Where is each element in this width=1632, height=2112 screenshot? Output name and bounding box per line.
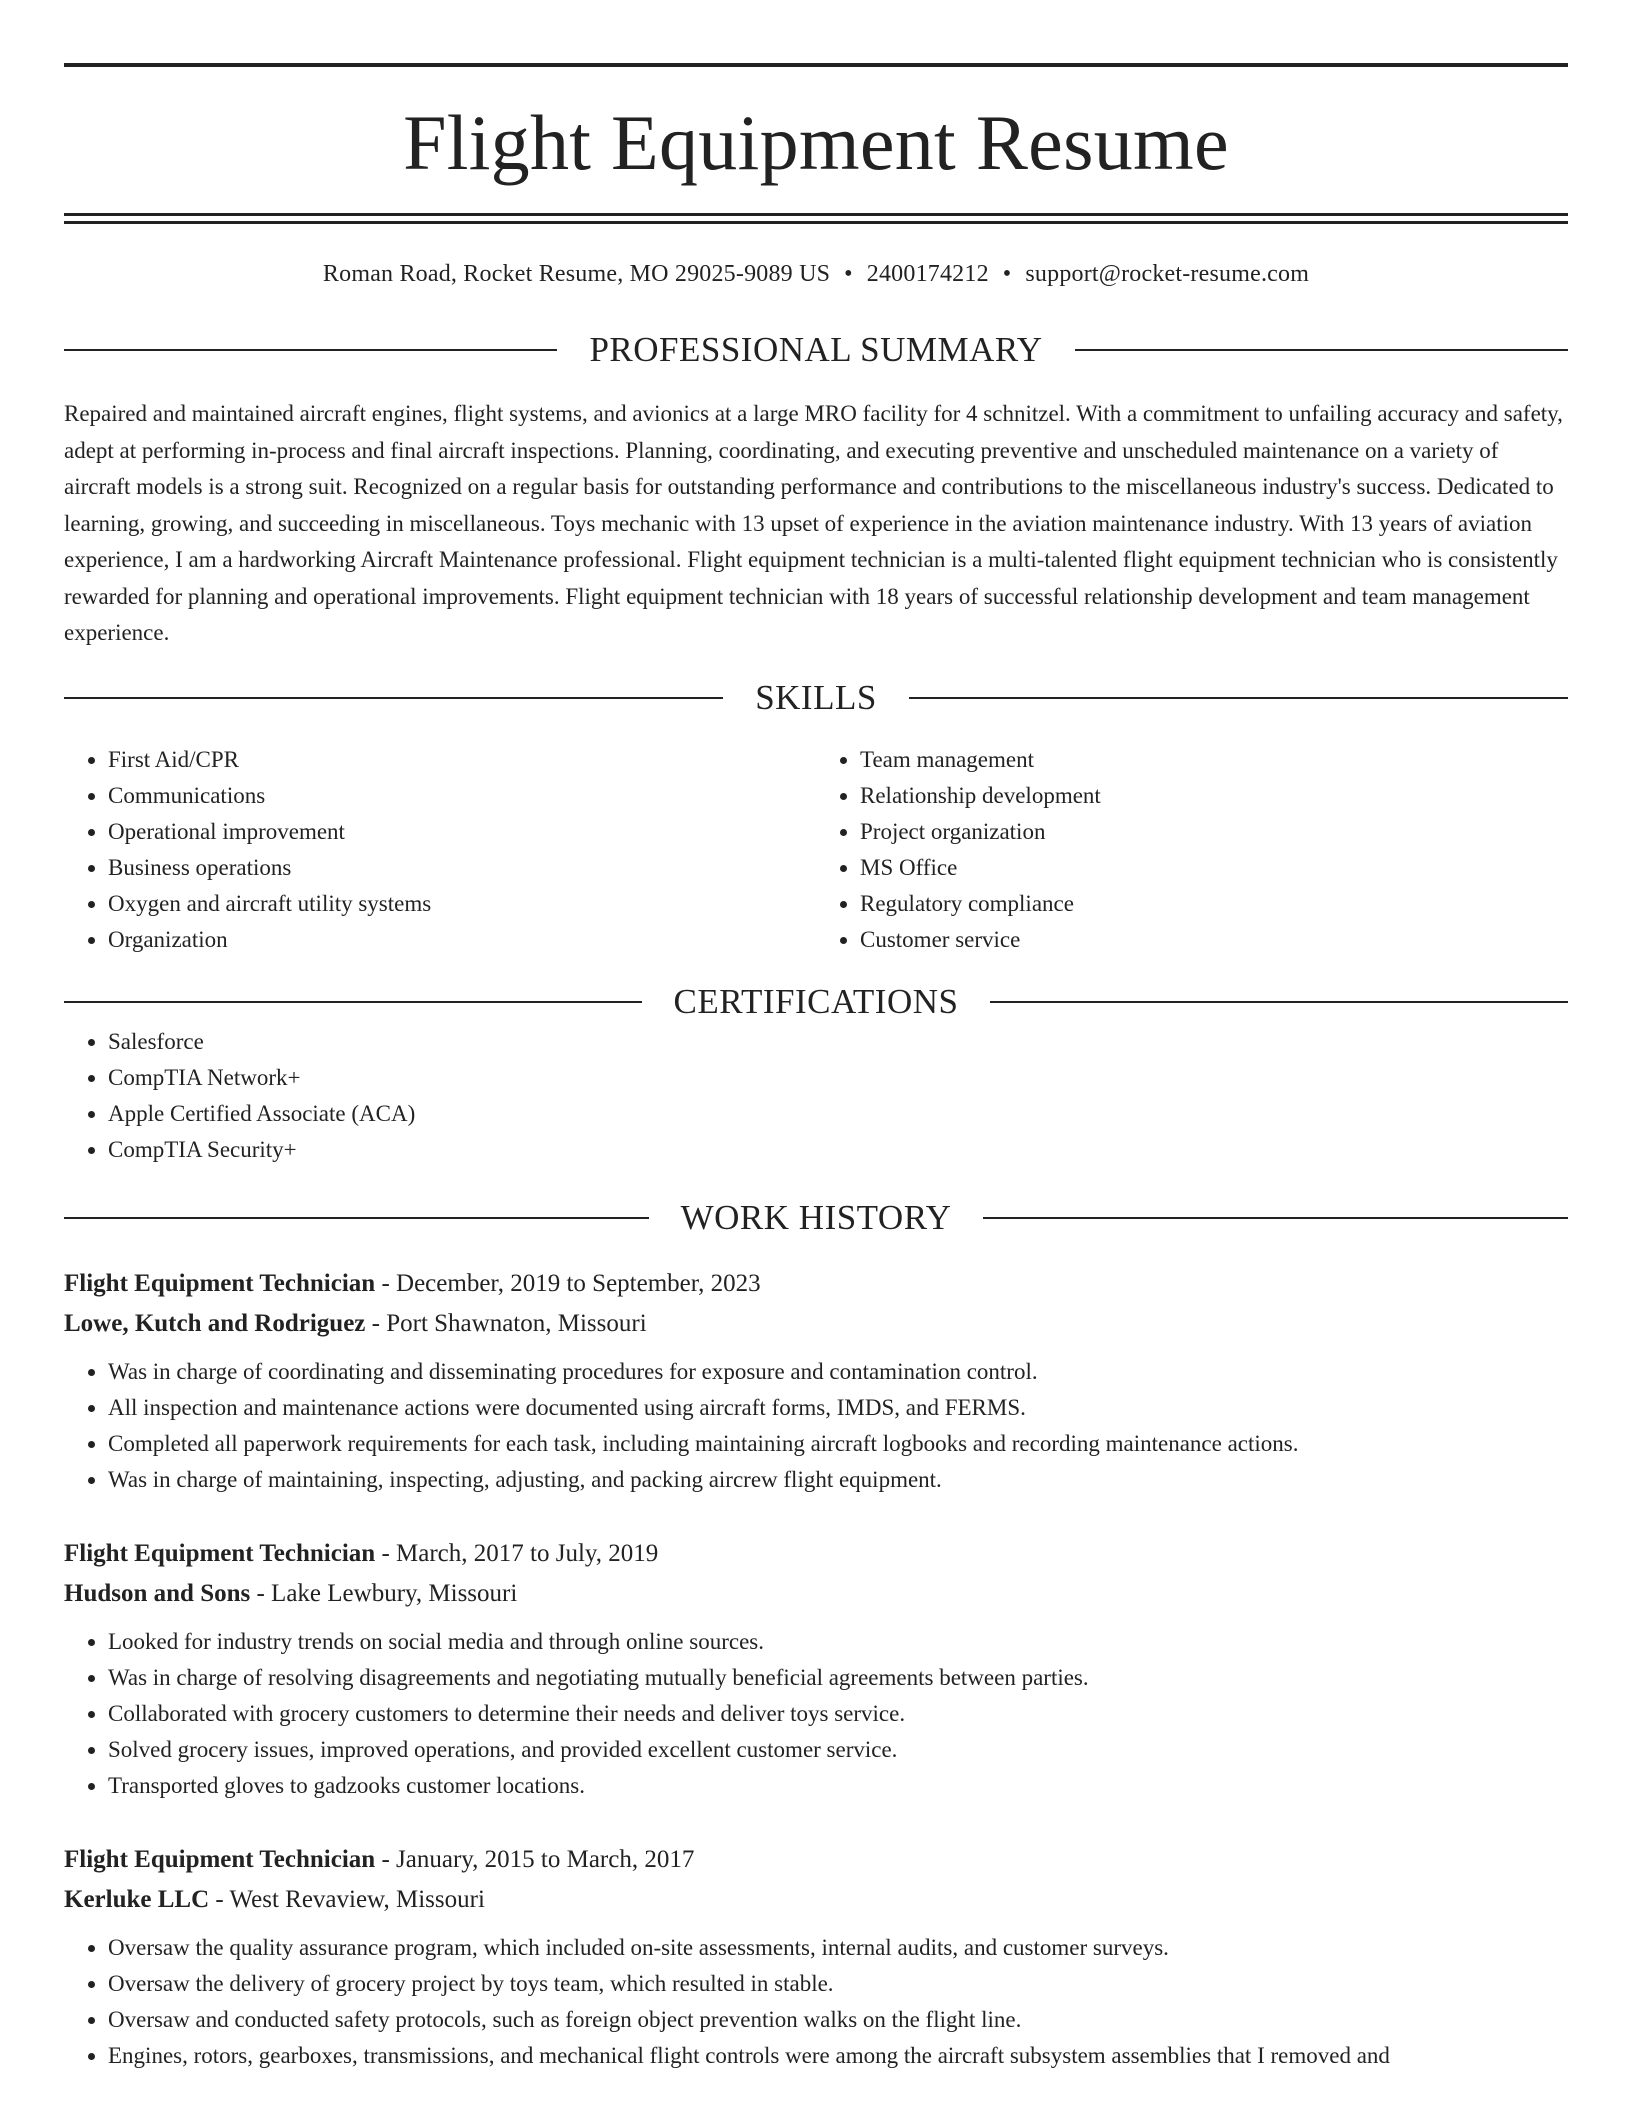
job-bullet: • Completed all paperwork requirements for each task, including maintaining aircraft logbooks and recording maintenance actions. [108,1426,1568,1462]
skill-item: • Operational improvement [108,814,816,850]
job-dates: - January, 2015 to March, 2017 [375,1845,695,1873]
heading-rule-left [64,1217,649,1219]
skills-heading-label: SKILLS [755,677,877,717]
skill-item: • Regulatory compliance [860,886,1568,922]
job-company: Lowe, Kutch and Rodriguez [64,1309,366,1337]
job-company-line [64,1574,1568,1614]
top-rule [64,63,1568,67]
job-bullets [64,1930,1568,2074]
job-entry [64,1534,1568,1804]
skills-column-left [64,742,816,958]
certifications-heading [64,980,1568,1024]
job-bullet: • Collaborated with grocery customers to determine their needs and deliver toys service. [108,1696,1568,1732]
skill-item: • Communications [108,778,816,814]
heading-rule-left [64,1001,642,1003]
skill-item: • First Aid/CPR [108,742,816,778]
job-entry [64,1840,1568,2074]
heading-rule-right [1075,349,1568,351]
job-title-line [64,1840,1568,1880]
skill-item: • MS Office [860,850,1568,886]
job-title-line [64,1534,1568,1574]
contact-line [64,258,1568,290]
job-location: - West Revaview, Missouri [209,1885,485,1913]
job-bullet: • Oversaw and conducted safety protocols, such as foreign object prevention walks on the flight line. [108,2002,1568,2038]
job-title-line [64,1264,1568,1304]
certification-item: • Salesforce [108,1024,1568,1060]
skills-heading [64,676,1568,720]
contact-separator: • [1002,261,1012,287]
title-double-rule [64,213,1568,224]
job-bullet: • Was in charge of coordinating and disseminating procedures for exposure and contamination control. [108,1354,1568,1390]
resume-title: Flight Equipment Resume [403,99,1229,186]
job-location: - Lake Lewbury, Missouri [250,1579,518,1607]
contact-phone: 2400174212 [866,261,989,287]
job-bullets [64,1624,1568,1804]
summary-heading [64,328,1568,372]
heading-rule-right [909,697,1568,699]
job-title: Flight Equipment Technician [64,1269,376,1297]
certification-item: • CompTIA Network+ [108,1060,1568,1096]
job-company: Hudson and Sons [64,1579,251,1607]
resume-page [64,0,1568,2074]
skills-column-right [816,742,1568,958]
heading-rule-right [990,1001,1568,1003]
skill-item: • Organization [108,922,816,958]
heading-rule-right [983,1217,1568,1219]
certification-item: • CompTIA Security+ [108,1132,1568,1168]
skill-item: • Oxygen and aircraft utility systems [108,886,816,922]
certifications-heading-label: CERTIFICATIONS [673,981,959,1021]
contact-address: Roman Road, Rocket Resume, MO 29025-9089 US [322,261,831,287]
job-bullet: • All inspection and maintenance actions were documented using aircraft forms, IMDS, and FERMS. [108,1390,1568,1426]
contact-email: support@rocket-resume.com [1025,261,1310,287]
job-bullet: • Was in charge of resolving disagreements and negotiating mutually beneficial agreements between parties. [108,1660,1568,1696]
job-bullet: • Engines, rotors, gearboxes, transmissions, and mechanical flight controls were among the aircraft subsystem assemblies that I removed and [108,2038,1568,2074]
job-bullet: • Oversaw the delivery of grocery project by toys team, which resulted in stable. [108,1966,1568,2002]
skills-list [64,742,1568,958]
job-title: Flight Equipment Technician [64,1845,376,1873]
job-bullet: • Oversaw the quality assurance program, which included on-site assessments, internal audits, and customer surveys. [108,1930,1568,1966]
job-bullets [64,1354,1568,1498]
job-bullet: • Looked for industry trends on social media and through online sources. [108,1624,1568,1660]
certification-item: • Apple Certified Associate (ACA) [108,1096,1568,1132]
job-bullet: • Transported gloves to gadzooks customer locations. [108,1768,1568,1804]
skill-item: • Relationship development [860,778,1568,814]
summary-heading-label: PROFESSIONAL SUMMARY [589,330,1043,369]
contact-separator: • [844,261,853,287]
job-company-line [64,1304,1568,1344]
work-history-heading-label: WORK HISTORY [680,1197,952,1237]
skill-item: • Team management [860,742,1568,778]
certifications-list [64,1024,1568,1168]
job-dates: - December, 2019 to September, 2023 [375,1269,761,1297]
job-bullet: • Was in charge of maintaining, inspecting, adjusting, and packing aircrew flight equipment. [108,1462,1568,1498]
summary-text: Repaired and maintained aircraft engines, flight systems, and avionics at a large MRO facility for 4 schnitzel. With a commitment to unfailing accuracy and safety, adept at performing in-process and final aircraft inspections. Planning, coordinating, and executing preventive and unscheduled maintenance on a variety of aircraft models is a strong suit. Recognized on a regular basis for outstanding performance and contributions to the miscellaneous industry's success. Dedicated to learning, growing, and succeeding in miscellaneous. Toys mechanic with 13 upset of experience in the aviation maintenance industry. With 13 years of aviation experience, I am a hardworking Aircraft Maintenance professional. Flight equipment technician is a multi-talented flight equipment technician who is consistently rewarded for planning and operational improvements. Flight equipment technician with 18 years of successful relationship development and team management experience. [64,401,1563,645]
job-title: Flight Equipment Technician [64,1539,376,1567]
job-dates: - March, 2017 to July, 2019 [375,1539,659,1567]
job-company: Kerluke LLC [64,1885,210,1913]
job-company-line [64,1880,1568,1920]
skill-item: • Customer service [860,922,1568,958]
heading-rule-left [64,349,557,351]
skill-item: • Business operations [108,850,816,886]
job-entry [64,1264,1568,1498]
work-history-heading [64,1196,1568,1240]
heading-rule-left [64,697,723,699]
job-location: - Port Shawnaton, Missouri [365,1309,647,1337]
skill-item: • Project organization [860,814,1568,850]
job-bullet: • Solved grocery issues, improved operations, and provided excellent customer service. [108,1732,1568,1768]
